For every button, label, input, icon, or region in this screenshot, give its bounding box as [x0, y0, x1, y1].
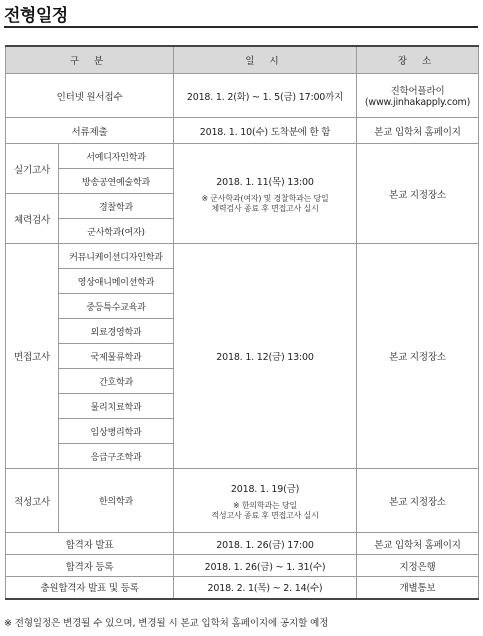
interview-place: 본교 지정장소: [357, 244, 479, 469]
online-app-place: [357, 74, 479, 118]
aptitude-note: [176, 501, 354, 521]
dept-cell: 외료경영학과: [59, 319, 174, 344]
interview-date: 2018. 1. 12(금) 13:00: [174, 244, 357, 469]
table-row: [6, 555, 479, 577]
dept-cell: 물리치료학과: [59, 394, 174, 419]
aptitude-place: 본교 지정장소: [357, 469, 479, 533]
practical-note: [176, 194, 354, 214]
practical-group-label: 실기고사: [6, 144, 59, 194]
documents-label: 서류제출: [6, 118, 174, 144]
header-category: 구 분: [6, 46, 174, 74]
table-row: [6, 469, 479, 533]
register-place: 지정은행: [357, 555, 479, 577]
practical-note-line2: 체력검사 종료 후 면접고사 실시: [211, 203, 319, 213]
page-title: 전형일정: [4, 6, 68, 26]
header-place: 장 소: [357, 46, 479, 74]
header-row: [6, 46, 479, 74]
schedule-table: [5, 45, 479, 600]
practical-place: 본교 지정장소: [357, 144, 479, 244]
dept-cell: 서예디자인학과: [59, 144, 174, 169]
dept-cell: 군사학과(여자): [59, 219, 174, 244]
register-date: 2018. 1. 26(금) ~ 1. 31(수): [174, 555, 357, 577]
announce-date: 2018. 1. 26(금) 17:00: [174, 533, 357, 555]
table-row: [6, 74, 479, 118]
table-row: [6, 244, 479, 269]
additional-date: 2018. 2. 1(목) ~ 2. 14(수): [174, 577, 357, 599]
announce-place: 본교 입학처 홈페이지: [357, 533, 479, 555]
aptitude-note-line1: ※ 한의학과는 당일: [233, 500, 297, 510]
dept-cell: 국제물류학과: [59, 344, 174, 369]
aptitude-date-cell: [174, 469, 357, 533]
online-app-place-url: (www.jinhakapply.com): [364, 97, 471, 108]
dept-cell: 경찰학과: [59, 194, 174, 219]
documents-date: 2018. 1. 10(수) 도착분에 한 함: [174, 118, 357, 144]
online-app-date: 2018. 1. 2(화) ~ 1. 5(금) 17:00까지: [174, 74, 357, 118]
dept-cell: 한의학과: [59, 469, 174, 533]
practical-note-line1: ※ 군사학과(여자) 및 경찰학과는 당일: [201, 193, 329, 203]
announce-label: 합격자 발표: [6, 533, 174, 555]
dept-cell: 커뮤니케이션디자인학과: [59, 244, 174, 269]
header-date: 일 시: [174, 46, 357, 74]
title-divider: [4, 26, 478, 28]
aptitude-group-label: 적성고사: [6, 469, 59, 533]
footer-note: ※ 전형일정은 변경될 수 있으며, 변경될 시 본교 입학처 홈페이지에 공지할 예정: [4, 618, 329, 629]
aptitude-date: 2018. 1. 19(금): [230, 483, 300, 495]
table-row: [6, 144, 479, 169]
practical-date-cell: [174, 144, 357, 244]
additional-label: 충원합격자 발표 및 등록: [6, 577, 174, 599]
physical-group-label: 체력검사: [6, 194, 59, 244]
online-app-label: 인터넷 원서접수: [6, 74, 174, 118]
dept-cell: 응급구조학과: [59, 444, 174, 469]
aptitude-note-line2: 적성고사 종료 후 면접고사 실시: [211, 510, 319, 520]
online-app-place-name: 진학어플라이: [390, 86, 445, 97]
dept-cell: 간호학과: [59, 369, 174, 394]
documents-place: 본교 입학처 홈페이지: [357, 118, 479, 144]
dept-cell: 중등특수교육과: [59, 294, 174, 319]
dept-cell: 영상애니메이션학과: [59, 269, 174, 294]
dept-cell: 방송공연예술학과: [59, 169, 174, 194]
table-row: [6, 118, 479, 144]
table-row: [6, 577, 479, 599]
additional-place: 개별통보: [357, 577, 479, 599]
practical-date: 2018. 1. 11(목) 13:00: [216, 176, 314, 188]
interview-group-label: 면접고사: [6, 244, 59, 469]
table-row: [6, 533, 479, 555]
register-label: 합격자 등록: [6, 555, 174, 577]
dept-cell: 임상병리학과: [59, 419, 174, 444]
